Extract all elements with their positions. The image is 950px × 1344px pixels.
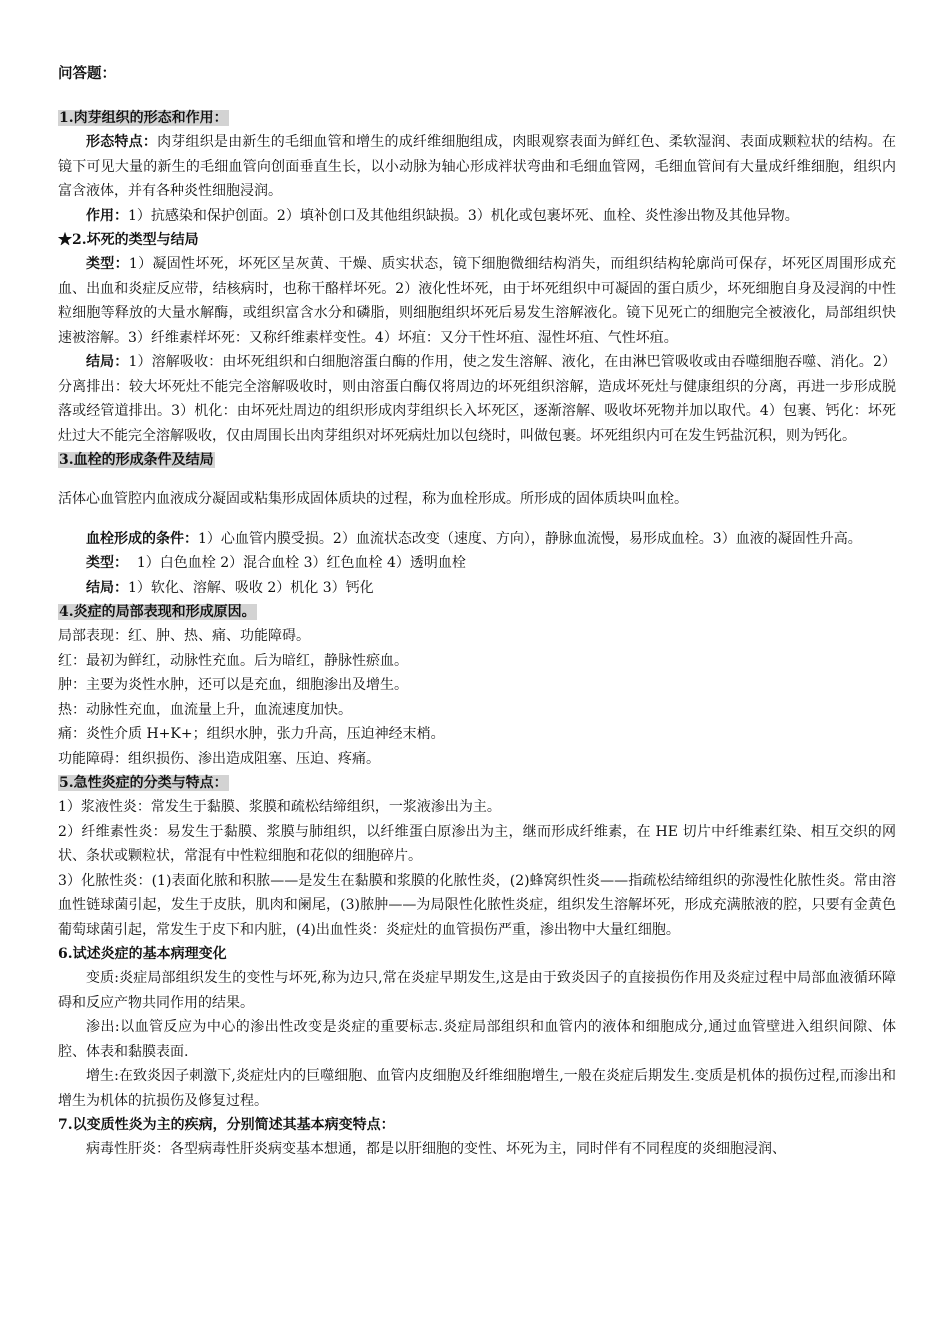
section-1-heading-text: 1.肉芽组织的形态和作用： (59, 110, 228, 126)
inflammation-line: 热：动脉性充血，血流量上升，血流速度加快。 (58, 701, 352, 718)
section-6-heading: 6.试述炎症的基本病理变化 (58, 946, 227, 962)
thrombus-types-label: 类型： (86, 555, 128, 571)
page-title: 问答题： (58, 65, 116, 82)
necrosis-outcome-text: 1）溶解吸收：由坏死组织和白细胞溶蛋白酶的作用，使之发生溶解、液化，在由淋巴管吸收或由吞噬细胞吞噬、消化。2）分离排出：较大坏死灶不能完全溶解吸收时，则由溶蛋白酶仅将周边的坏死组织溶解，造成坏死灶与健康组织的分离，再进一步形成脱落或经管道排出。3）机化：由坏死灶周边的组织形成肉芽组织长入坏死区，逐渐溶解、吸收坏死物并加以取代。4）包裹、钙化：坏死灶过大不能完全溶解吸收，仅由周围长出肉芽组织对坏死病灶加以包绕时，叫做包裹。坏死组织内可在发生钙盐沉积，则为钙化。 (58, 354, 897, 444)
section-2-heading: ★2.坏死的类型与结局 (58, 232, 199, 248)
section-5-heading-text: 5.急性炎症的分类与特点： (59, 775, 228, 791)
thrombus-outcome-text: 1）软化、溶解、吸收 2）机化 3）钙化 (128, 579, 374, 596)
section-3-heading-text: 3.血栓的形成条件及结局 (59, 452, 214, 468)
section-1-morphology (58, 130, 896, 204)
section-3-outcome (58, 576, 896, 601)
inflammation-line: 痛：炎性介质 H+K+；组织水肿，张力升高，压迫神经末梢。 (58, 726, 445, 742)
document-page (58, 62, 896, 1162)
pathology-paragraph: 渗出:以血管反应为中心的渗出性改变是炎症的重要标志.炎症局部组织和血管内的液体和细胞成分,通过血管壁进入组织间隙、体腔、体表和黏膜表面. (58, 1019, 896, 1060)
necrosis-outcome-label: 结局： (86, 354, 129, 370)
section-1-function (58, 204, 896, 229)
acute-inflammation-item: 3）化脓性炎：(1)表面化脓和积脓——是发生在黏膜和浆膜的化脓性炎，(2)蜂窝织性炎——指疏松结缔组织的弥漫性化脓性炎。常由溶血性链球菌引起，发生于皮肤，肌肉和阑尾，(3)脓肿——为局限性化脓性炎症，组织发生溶解坏死，形成充满脓液的腔，只要有金黄色葡萄球菌引起，常发生于皮下和内脏，(4)出血性炎：炎症灶的血管损伤严重，渗出物中大量红细胞。 (58, 872, 896, 938)
pathology-paragraph: 增生:在致炎因子刺激下,炎症灶内的巨噬细胞、血管内皮细胞及纤维细胞增生,一般在炎症后期发生.变质是机体的损伤过程,而渗出和增生为机体的抗损伤及修复过程。 (58, 1068, 896, 1109)
morphology-label: 形态特点： (86, 134, 158, 150)
section-3-types (58, 551, 896, 576)
section-4-heading-text: 4.炎症的局部表现和形成原因。 (59, 604, 256, 620)
pathology-paragraph: 变质:炎症局部组织发生的变性与坏死,称为边只,常在炎症早期发生,这是由于致炎因子的直接损伤作用及炎症过程中局部血液循环障碍和反应产物共同作用的结果。 (58, 970, 896, 1011)
thrombus-intro: 活体心血管腔内血液成分凝固或粘集形成固体质块的过程，称为血栓形成。所形成的固体质块叫血栓。 (58, 491, 688, 507)
thrombus-conditions-text: 1）心血管内膜受损。2）血流状态改变（速度、方向），静脉血流慢，易形成血栓。3）血液的凝固性升高。 (198, 530, 862, 547)
section-3-heading (58, 448, 896, 472)
viral-hepatitis-paragraph: 病毒性肝炎：各型病毒性肝炎病变基本想通，都是以肝细胞的变性、坏死为主，同时伴有不同程度的炎细胞浸润、 (86, 1141, 786, 1157)
necrosis-types-text: 1）凝固性坏死，坏死区呈灰黄、干燥、质实状态，镜下细胞微细结构消失，而组织结构轮廓尚可保存，坏死区周围形成充血、出血和炎症反应带，结核病时，也称干酪样坏死。2）液化性坏死，由于坏死组织中可凝固的蛋白质少，坏死细胞自身及浸润的中性粒细胞等释放的大量水解酶，或组织富含水分和磷脂，则细胞组织坏死后易发生溶解液化。镜下见死亡的细胞完全被液化，局部组织快速被溶解。3）纤维素样坏死：又称纤维素样变性。4）坏疽：又分干性坏疽、湿性坏疽、气性坏疽。 (58, 256, 897, 346)
morphology-text: 肉芽组织是由新生的毛细血管和增生的成纤维细胞组成，肉眼观察表面为鲜红色、柔软湿润、表面成颗粒状的结构。在镜下可见大量的新生的毛细血管向创面垂直生长，以小动脉为轴心形成袢状弯曲和毛细血管网，毛细血管间有大量成纤维细胞，组织内富含液体，并有各种炎性细胞浸润。 (58, 134, 897, 199)
inflammation-line: 功能障碍：组织损伤、渗出造成阻塞、压迫、疼痛。 (58, 750, 380, 767)
section-3-conditions (58, 527, 896, 552)
section-4-heading (58, 600, 896, 624)
inflammation-line: 肿：主要为炎性水肿，还可以是充血，细胞渗出及增生。 (58, 677, 408, 693)
inflammation-line: 局部表现：红、肿、热、痛、功能障碍。 (58, 628, 310, 644)
thrombus-types-text: 1）白色血栓 2）混合血栓 3）红色血栓 4）透明血栓 (128, 555, 466, 571)
section-1-heading (58, 106, 896, 130)
acute-inflammation-item: 1）浆液性炎：常发生于黏膜、浆膜和疏松结缔组织，一浆液渗出为主。 (58, 799, 501, 815)
thrombus-outcome-label: 结局： (86, 579, 128, 596)
section-7-heading: 7.以变质性炎为主的疾病，分别简述其基本病变特点： (58, 1117, 395, 1133)
function-text: 1）抗感染和保护创面。2）填补创口及其他组织缺损。3）机化或包裹坏死、血栓、炎性渗出物及其他异物。 (128, 207, 799, 224)
function-label: 作用： (86, 207, 128, 224)
section-2-types (58, 252, 896, 350)
necrosis-types-label: 类型： (86, 256, 129, 272)
inflammation-line: 红：最初为鲜红，动脉性充血。后为暗红，静脉性瘀血。 (58, 652, 408, 669)
section-5-heading (58, 771, 896, 795)
thrombus-conditions-label: 血栓形成的条件： (86, 530, 198, 547)
acute-inflammation-item: 2）纤维素性炎：易发生于黏膜、浆膜与肺组织，以纤维蛋白原渗出为主，继而形成纤维素，在 HE 切片中纤维素红染、相互交织的网状、条状或颗粒状，常混有中性粒细胞和花似的细胞碎片。 (58, 823, 896, 864)
section-2-outcome (58, 350, 896, 448)
